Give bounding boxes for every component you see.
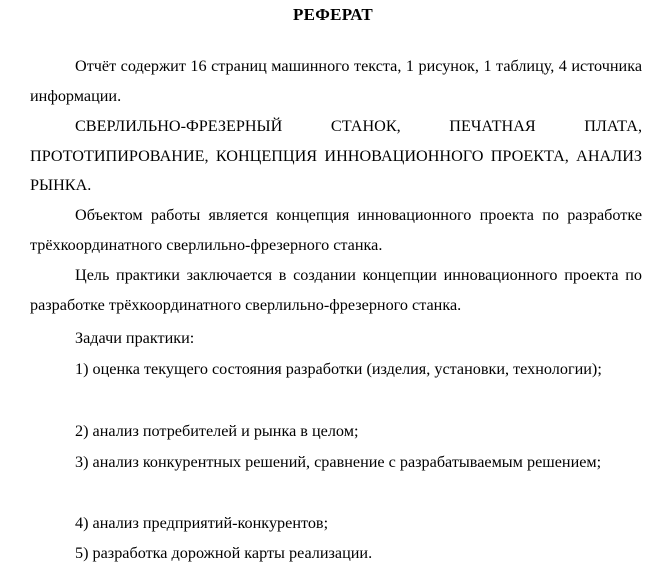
paragraph-goal: Цель практики заключается в создании концепции инновационного проекта по разработке трёхкоординатного сверлильно-фрезерного станка. xyxy=(30,266,642,314)
task-item-2: 2) анализ потребителей и рынка в целом; xyxy=(75,422,359,440)
task-item-3: 3) анализ конкурентных решений, сравнение с разрабатываемым решением; xyxy=(75,453,602,471)
paragraph-keywords: СВЕРЛИЛЬНО-ФРЕЗЕРНЫЙ СТАНОК, ПЕЧАТНАЯ ПЛАТА, ПРОТОТИПИРОВАНИЕ, КОНЦЕПЦИЯ ИННОВАЦИОННОГО ПРОЕКТА, АНАЛИЗ РЫНКА. xyxy=(30,117,642,194)
document-title: РЕФЕРАТ xyxy=(292,5,374,24)
task-item-1: 1) оценка текущего состояния разработки (изделия, установки, технологии); xyxy=(75,360,602,378)
paragraph-report-summary: Отчёт содержит 16 страниц машинного текста, 1 рисунок, 1 таблицу, 4 источника информации. xyxy=(30,57,642,105)
paragraph-object: Объектом работы является концепция инновационного проекта по разработке трёхкоординатного сверлильно-фрезерного станка. xyxy=(30,206,642,254)
paragraph-tasks-heading: Задачи практики: xyxy=(75,329,195,347)
task-item-4: 4) анализ предприятий-конкурентов; xyxy=(75,514,329,532)
task-item-5: 5) разработка дорожной карты реализации. xyxy=(75,544,373,562)
